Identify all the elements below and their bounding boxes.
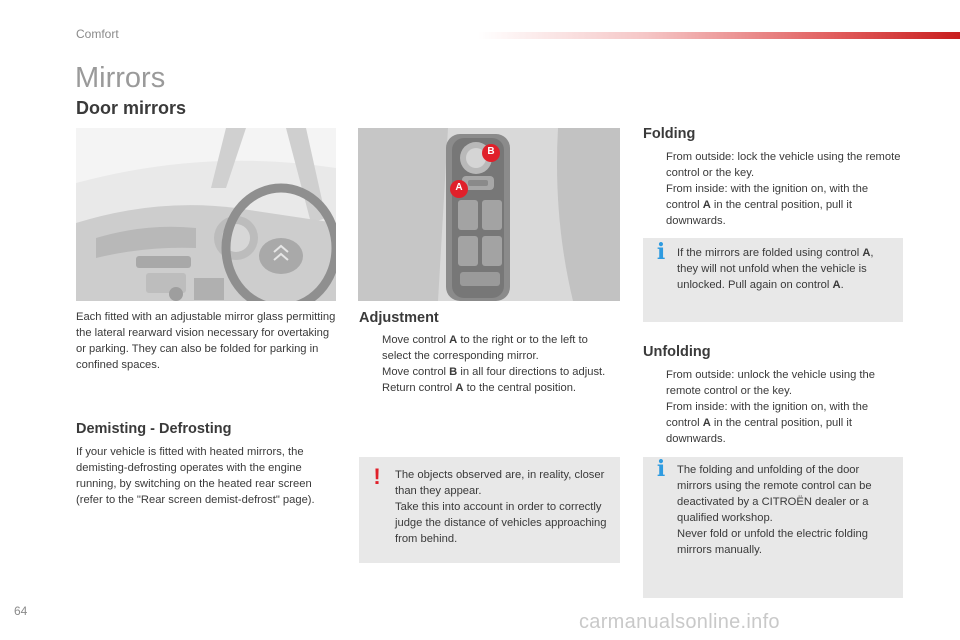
page-title: Mirrors <box>75 62 166 94</box>
warning-line-1: The objects observed are, in reality, closer than they appear. <box>395 469 605 497</box>
demisting-text: If your vehicle is fitted with heated mirrors, the demisting-defrosting operates with the engine running, by switching on the heated rear screen (refer to the "Rear screen demist-defrost" page). <box>76 446 315 506</box>
page-number: 64 <box>14 604 28 618</box>
list-item: From outside: lock the vehicle using the remote control or the key. <box>666 151 901 179</box>
demisting-heading: Demisting - Defrosting <box>76 421 232 437</box>
page-subtitle: Door mirrors <box>76 98 187 118</box>
intro-text: Each fitted with an adjustable mirror glass permitting the lateral rearward vision necessary for overtaking or parking. They can also be folded for parking in confined spaces. <box>76 311 336 371</box>
folding-info-note: i If the mirrors are folded using control A, they will not unfold when the vehicle is unlocked. Pull again on control A. <box>643 238 903 322</box>
unfolding-note-line-2: Never fold or unfold the electric folding mirrors manually. <box>677 528 868 556</box>
adjustment-heading: Adjustment <box>359 310 439 326</box>
list-item: From inside: with the ignition on, with the control A in the central position, pull it downwards. <box>666 401 869 445</box>
list-item: Move control B in all four directions to adjust. <box>382 366 606 378</box>
folding-list <box>643 149 901 229</box>
list-item: Move control A to the right or to the left to select the corresponding mirror. <box>382 334 588 362</box>
section-label: Comfort <box>76 27 119 41</box>
mirror-control-photo <box>358 128 620 301</box>
unfolding-note-line-1: The folding and unfolding of the door mirrors using the remote control can be deactivated by a CITROËN dealer or a qualified workshop. <box>677 464 872 524</box>
folding-heading: Folding <box>643 126 696 142</box>
warning-note <box>359 457 620 563</box>
list-item: Return control A to the central position. <box>382 382 577 394</box>
watermark: carmanualsonline.info <box>579 611 780 633</box>
control-a-label: A <box>455 182 463 193</box>
dashboard-illustration <box>76 128 336 301</box>
control-b-label: B <box>487 146 495 157</box>
unfolding-heading: Unfolding <box>643 344 711 360</box>
dashboard-photo <box>76 128 336 301</box>
info-icon: i <box>656 239 666 265</box>
header-accent-bar <box>478 32 960 39</box>
warning-line-2: Take this into account in order to correctly judge the distance of vehicles approaching from behind. <box>395 501 607 545</box>
list-item: From inside: with the ignition on, with the control A in the central position, pull it downwards. <box>666 183 869 227</box>
info-icon: i <box>656 456 666 482</box>
list-item: From outside: unlock the vehicle using the remote control or the key. <box>666 369 875 397</box>
adjustment-list <box>359 332 615 396</box>
unfolding-list <box>643 367 901 447</box>
unfolding-info-note <box>643 457 903 598</box>
warning-icon: ! <box>373 464 381 489</box>
